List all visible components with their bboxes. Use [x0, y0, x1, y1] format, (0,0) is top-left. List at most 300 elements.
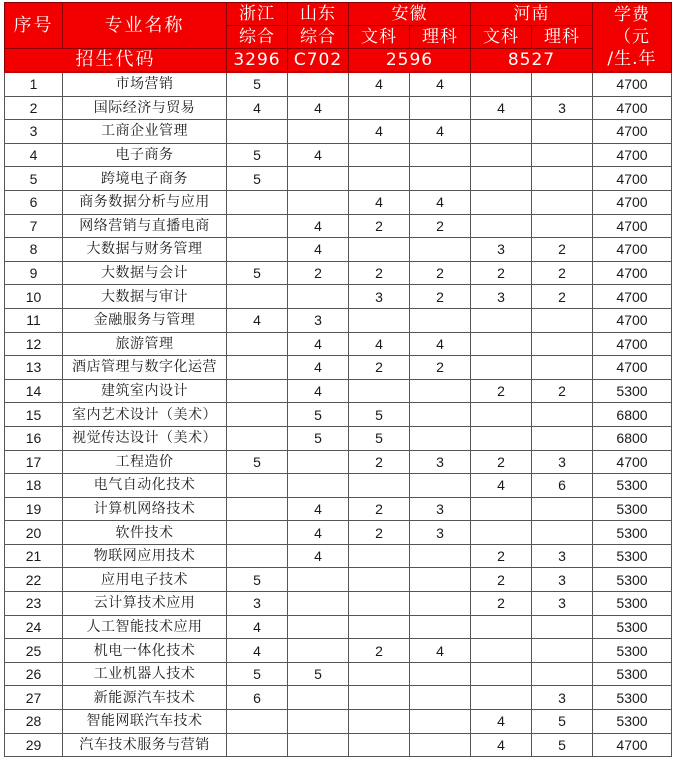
table-row	[5, 403, 672, 427]
row-seq: 24	[5, 615, 63, 639]
cell-tuition: 4700	[593, 190, 672, 214]
row-major-name: 人工智能技术应用	[63, 615, 227, 639]
cell-anhui-arts	[349, 308, 410, 332]
table-body	[5, 72, 672, 757]
header-province-shandong: 山东	[288, 3, 349, 26]
row-major-name: 物联网应用技术	[63, 544, 227, 568]
cell-anhui-science: 4	[410, 190, 471, 214]
cell-anhui-arts	[349, 379, 410, 403]
row-major-name: 国际经济与贸易	[63, 96, 227, 120]
cell-henan-science	[532, 167, 593, 191]
table-row	[5, 238, 672, 262]
header-province-henan: 河南	[471, 3, 593, 26]
cell-tuition: 4700	[593, 167, 672, 191]
table-row	[5, 686, 672, 710]
cell-anhui-science	[410, 592, 471, 616]
cell-henan-science: 5	[532, 733, 593, 757]
cell-shandong: 4	[288, 497, 349, 521]
row-major-name: 计算机网络技术	[63, 497, 227, 521]
cell-shandong	[288, 568, 349, 592]
cell-zhejiang: 4	[227, 96, 288, 120]
cell-henan-arts: 2	[471, 379, 532, 403]
cell-anhui-arts	[349, 592, 410, 616]
cell-shandong: 4	[288, 96, 349, 120]
cell-shandong	[288, 285, 349, 309]
cell-henan-science: 2	[532, 379, 593, 403]
cell-anhui-arts	[349, 238, 410, 262]
table-row	[5, 733, 672, 757]
table-row	[5, 261, 672, 285]
cell-tuition: 5300	[593, 710, 672, 734]
cell-zhejiang: 6	[227, 686, 288, 710]
row-seq: 19	[5, 497, 63, 521]
cell-zhejiang: 5	[227, 143, 288, 167]
table-row	[5, 72, 672, 96]
header-code-zhejiang: 3296	[227, 49, 288, 73]
cell-shandong: 5	[288, 662, 349, 686]
cell-anhui-arts: 5	[349, 426, 410, 450]
row-major-name: 电子商务	[63, 143, 227, 167]
cell-anhui-arts: 5	[349, 403, 410, 427]
row-major-name: 酒店管理与数字化运营	[63, 356, 227, 380]
cell-anhui-arts: 4	[349, 332, 410, 356]
row-seq: 3	[5, 120, 63, 144]
cell-tuition: 4700	[593, 332, 672, 356]
header-subject-shandong: 综合	[288, 26, 349, 49]
cell-tuition: 5300	[593, 615, 672, 639]
cell-tuition: 4700	[593, 143, 672, 167]
cell-henan-science	[532, 356, 593, 380]
cell-tuition: 5300	[593, 662, 672, 686]
table-row	[5, 521, 672, 545]
row-major-name: 旅游管理	[63, 332, 227, 356]
row-major-name: 工业机器人技术	[63, 662, 227, 686]
cell-henan-science: 3	[532, 96, 593, 120]
cell-anhui-science	[410, 379, 471, 403]
row-major-name: 电气自动化技术	[63, 474, 227, 498]
row-major-name: 新能源汽车技术	[63, 686, 227, 710]
cell-anhui-arts: 2	[349, 214, 410, 238]
cell-henan-arts: 4	[471, 733, 532, 757]
row-seq: 16	[5, 426, 63, 450]
row-seq: 13	[5, 356, 63, 380]
cell-henan-arts	[471, 167, 532, 191]
cell-zhejiang	[227, 379, 288, 403]
cell-henan-science: 3	[532, 592, 593, 616]
row-seq: 26	[5, 662, 63, 686]
cell-tuition: 5300	[593, 639, 672, 663]
cell-anhui-arts: 3	[349, 285, 410, 309]
cell-shandong: 4	[288, 332, 349, 356]
header-subject-anhui-science: 理科	[410, 26, 471, 49]
row-major-name: 汽车技术服务与营销	[63, 733, 227, 757]
row-seq: 27	[5, 686, 63, 710]
cell-tuition: 5300	[593, 544, 672, 568]
cell-shandong: 5	[288, 403, 349, 427]
cell-anhui-science: 2	[410, 214, 471, 238]
cell-tuition: 4700	[593, 214, 672, 238]
cell-henan-arts	[471, 120, 532, 144]
table-row	[5, 568, 672, 592]
row-major-name: 市场营销	[63, 72, 227, 96]
row-major-name: 视觉传达设计（美术）	[63, 426, 227, 450]
header-code-henan: 8527	[471, 49, 593, 73]
header-tuition-line2: （元	[614, 27, 650, 47]
cell-henan-arts	[471, 686, 532, 710]
cell-henan-science	[532, 72, 593, 96]
row-major-name: 跨境电子商务	[63, 167, 227, 191]
cell-zhejiang	[227, 214, 288, 238]
cell-henan-arts: 3	[471, 238, 532, 262]
cell-henan-arts	[471, 426, 532, 450]
header-subject-zhejiang: 综合	[227, 26, 288, 49]
row-seq: 14	[5, 379, 63, 403]
row-seq: 21	[5, 544, 63, 568]
header-code-shandong: C702	[288, 49, 349, 73]
cell-anhui-science: 4	[410, 72, 471, 96]
cell-tuition: 4700	[593, 72, 672, 96]
cell-zhejiang: 5	[227, 450, 288, 474]
cell-henan-science	[532, 214, 593, 238]
header-code-anhui: 2596	[349, 49, 471, 73]
cell-tuition: 5300	[593, 568, 672, 592]
cell-anhui-arts: 2	[349, 639, 410, 663]
cell-henan-science	[532, 426, 593, 450]
cell-shandong: 5	[288, 426, 349, 450]
cell-shandong: 4	[288, 521, 349, 545]
table-row	[5, 120, 672, 144]
row-major-name: 云计算技术应用	[63, 592, 227, 616]
row-major-name: 应用电子技术	[63, 568, 227, 592]
cell-anhui-science	[410, 733, 471, 757]
row-major-name: 工商企业管理	[63, 120, 227, 144]
table-row	[5, 592, 672, 616]
row-seq: 28	[5, 710, 63, 734]
enrollment-plan-table	[4, 2, 672, 757]
cell-shandong: 4	[288, 143, 349, 167]
row-seq: 20	[5, 521, 63, 545]
row-major-name: 智能网联汽车技术	[63, 710, 227, 734]
cell-henan-arts	[471, 190, 532, 214]
row-major-name: 网络营销与直播电商	[63, 214, 227, 238]
header-major-name: 专业名称	[63, 3, 227, 49]
cell-henan-science	[532, 497, 593, 521]
cell-zhejiang	[227, 285, 288, 309]
table-row	[5, 615, 672, 639]
cell-henan-arts	[471, 332, 532, 356]
cell-anhui-science	[410, 308, 471, 332]
row-seq: 11	[5, 308, 63, 332]
cell-zhejiang	[227, 733, 288, 757]
cell-anhui-science	[410, 686, 471, 710]
cell-tuition: 5300	[593, 474, 672, 498]
cell-shandong	[288, 450, 349, 474]
table-row	[5, 167, 672, 191]
table-row	[5, 544, 672, 568]
cell-anhui-science	[410, 143, 471, 167]
cell-henan-arts	[471, 521, 532, 545]
cell-henan-arts	[471, 497, 532, 521]
cell-anhui-science	[410, 474, 471, 498]
cell-zhejiang	[227, 332, 288, 356]
cell-anhui-arts	[349, 615, 410, 639]
cell-henan-science	[532, 190, 593, 214]
cell-zhejiang	[227, 544, 288, 568]
cell-zhejiang: 4	[227, 308, 288, 332]
cell-zhejiang: 5	[227, 167, 288, 191]
cell-shandong	[288, 639, 349, 663]
header-province-zhejiang: 浙江	[227, 3, 288, 26]
cell-anhui-arts	[349, 662, 410, 686]
cell-zhejiang: 3	[227, 592, 288, 616]
row-major-name: 大数据与审计	[63, 285, 227, 309]
table-row	[5, 308, 672, 332]
cell-zhejiang	[227, 474, 288, 498]
cell-henan-science: 2	[532, 261, 593, 285]
cell-henan-science	[532, 615, 593, 639]
cell-tuition: 5300	[593, 686, 672, 710]
cell-henan-arts	[471, 662, 532, 686]
cell-zhejiang	[227, 710, 288, 734]
cell-zhejiang	[227, 426, 288, 450]
row-seq: 7	[5, 214, 63, 238]
cell-anhui-science	[410, 615, 471, 639]
cell-henan-arts	[471, 214, 532, 238]
cell-zhejiang	[227, 356, 288, 380]
cell-tuition: 6800	[593, 403, 672, 427]
cell-henan-science: 2	[532, 238, 593, 262]
row-major-name: 机电一体化技术	[63, 639, 227, 663]
cell-anhui-arts	[349, 474, 410, 498]
cell-henan-arts: 2	[471, 592, 532, 616]
cell-anhui-arts: 4	[349, 190, 410, 214]
table-row	[5, 710, 672, 734]
cell-zhejiang	[227, 521, 288, 545]
cell-anhui-science: 4	[410, 639, 471, 663]
row-seq: 9	[5, 261, 63, 285]
cell-henan-science	[532, 403, 593, 427]
table-row	[5, 474, 672, 498]
row-seq: 15	[5, 403, 63, 427]
cell-anhui-arts: 4	[349, 72, 410, 96]
cell-henan-science: 5	[532, 710, 593, 734]
header-subject-henan-science: 理科	[532, 26, 593, 49]
cell-anhui-science: 4	[410, 120, 471, 144]
row-major-name: 软件技术	[63, 521, 227, 545]
table-row	[5, 450, 672, 474]
cell-anhui-arts: 2	[349, 356, 410, 380]
cell-shandong: 2	[288, 261, 349, 285]
table-row	[5, 143, 672, 167]
row-major-name: 建筑室内设计	[63, 379, 227, 403]
row-seq: 4	[5, 143, 63, 167]
row-seq: 6	[5, 190, 63, 214]
row-seq: 22	[5, 568, 63, 592]
cell-zhejiang: 5	[227, 662, 288, 686]
cell-henan-arts	[471, 143, 532, 167]
cell-henan-science: 6	[532, 474, 593, 498]
row-seq: 23	[5, 592, 63, 616]
cell-henan-arts	[471, 403, 532, 427]
cell-henan-arts: 3	[471, 285, 532, 309]
cell-henan-arts: 2	[471, 261, 532, 285]
cell-henan-science	[532, 639, 593, 663]
cell-tuition: 6800	[593, 426, 672, 450]
row-seq: 12	[5, 332, 63, 356]
cell-tuition: 5300	[593, 521, 672, 545]
cell-henan-science	[532, 308, 593, 332]
table-row	[5, 426, 672, 450]
cell-tuition: 4700	[593, 733, 672, 757]
row-seq: 29	[5, 733, 63, 757]
cell-tuition: 5300	[593, 497, 672, 521]
cell-anhui-arts	[349, 143, 410, 167]
cell-anhui-arts	[349, 710, 410, 734]
table-row	[5, 379, 672, 403]
cell-shandong	[288, 710, 349, 734]
cell-zhejiang: 5	[227, 261, 288, 285]
cell-shandong	[288, 615, 349, 639]
cell-tuition: 4700	[593, 96, 672, 120]
cell-shandong	[288, 474, 349, 498]
cell-henan-science: 2	[532, 285, 593, 309]
cell-shandong	[288, 686, 349, 710]
cell-henan-arts: 4	[471, 710, 532, 734]
cell-henan-science	[532, 521, 593, 545]
cell-anhui-arts	[349, 96, 410, 120]
cell-tuition: 4700	[593, 308, 672, 332]
cell-shandong	[288, 120, 349, 144]
table-row	[5, 190, 672, 214]
cell-anhui-arts	[349, 544, 410, 568]
header-tuition-line3: /生.年	[607, 49, 657, 69]
cell-shandong: 4	[288, 214, 349, 238]
header-seq: 序号	[5, 3, 63, 49]
table-row	[5, 497, 672, 521]
cell-anhui-arts	[349, 167, 410, 191]
cell-tuition: 4700	[593, 120, 672, 144]
table-row	[5, 285, 672, 309]
cell-anhui-arts: 2	[349, 521, 410, 545]
cell-zhejiang: 5	[227, 72, 288, 96]
cell-shandong	[288, 190, 349, 214]
row-seq: 2	[5, 96, 63, 120]
cell-henan-arts: 2	[471, 450, 532, 474]
cell-anhui-science	[410, 568, 471, 592]
cell-zhejiang	[227, 238, 288, 262]
cell-anhui-science	[410, 662, 471, 686]
row-major-name: 商务数据分析与应用	[63, 190, 227, 214]
cell-tuition: 4700	[593, 356, 672, 380]
cell-anhui-science	[410, 96, 471, 120]
cell-henan-science	[532, 143, 593, 167]
cell-henan-arts	[471, 615, 532, 639]
row-seq: 1	[5, 72, 63, 96]
cell-tuition: 5300	[593, 379, 672, 403]
cell-anhui-science	[410, 426, 471, 450]
table-row	[5, 96, 672, 120]
cell-henan-science: 3	[532, 568, 593, 592]
cell-shandong	[288, 167, 349, 191]
cell-tuition: 4700	[593, 450, 672, 474]
cell-zhejiang	[227, 497, 288, 521]
table-row	[5, 332, 672, 356]
cell-shandong	[288, 72, 349, 96]
cell-anhui-science	[410, 710, 471, 734]
row-major-name: 大数据与会计	[63, 261, 227, 285]
cell-shandong: 4	[288, 544, 349, 568]
cell-anhui-science: 2	[410, 285, 471, 309]
header-tuition-line1: 学费	[614, 5, 650, 25]
cell-zhejiang	[227, 120, 288, 144]
row-seq: 25	[5, 639, 63, 663]
cell-shandong: 4	[288, 238, 349, 262]
row-major-name: 室内艺术设计（美术）	[63, 403, 227, 427]
cell-henan-science: 3	[532, 544, 593, 568]
cell-anhui-science: 2	[410, 356, 471, 380]
table-row	[5, 662, 672, 686]
cell-henan-arts	[471, 356, 532, 380]
row-seq: 17	[5, 450, 63, 474]
table-row	[5, 639, 672, 663]
cell-henan-science	[532, 662, 593, 686]
cell-anhui-science: 2	[410, 261, 471, 285]
cell-henan-science: 3	[532, 450, 593, 474]
row-seq: 10	[5, 285, 63, 309]
cell-tuition: 5300	[593, 592, 672, 616]
cell-henan-arts	[471, 639, 532, 663]
cell-zhejiang	[227, 403, 288, 427]
cell-shandong	[288, 592, 349, 616]
header-tuition	[593, 3, 672, 73]
cell-anhui-science	[410, 544, 471, 568]
row-seq: 8	[5, 238, 63, 262]
cell-shandong: 4	[288, 379, 349, 403]
cell-anhui-arts: 2	[349, 450, 410, 474]
cell-henan-science: 3	[532, 686, 593, 710]
cell-henan-science	[532, 120, 593, 144]
cell-henan-arts	[471, 308, 532, 332]
table-row	[5, 356, 672, 380]
row-major-name: 大数据与财务管理	[63, 238, 227, 262]
row-seq: 18	[5, 474, 63, 498]
cell-tuition: 4700	[593, 285, 672, 309]
header-enroll-code-label: 招生代码	[5, 49, 227, 73]
cell-anhui-science	[410, 403, 471, 427]
table-header	[5, 3, 672, 73]
cell-henan-arts: 2	[471, 544, 532, 568]
cell-zhejiang	[227, 190, 288, 214]
header-subject-anhui-arts: 文科	[349, 26, 410, 49]
row-seq: 5	[5, 167, 63, 191]
row-major-name: 金融服务与管理	[63, 308, 227, 332]
cell-anhui-arts	[349, 686, 410, 710]
cell-zhejiang: 4	[227, 615, 288, 639]
cell-anhui-science: 3	[410, 497, 471, 521]
cell-anhui-science: 4	[410, 332, 471, 356]
cell-zhejiang: 5	[227, 568, 288, 592]
cell-anhui-arts: 4	[349, 120, 410, 144]
cell-anhui-science	[410, 238, 471, 262]
row-major-name: 工程造价	[63, 450, 227, 474]
cell-tuition: 4700	[593, 261, 672, 285]
cell-anhui-arts	[349, 568, 410, 592]
cell-henan-science	[532, 332, 593, 356]
cell-anhui-arts: 2	[349, 497, 410, 521]
cell-anhui-science: 3	[410, 521, 471, 545]
header-province-anhui: 安徽	[349, 3, 471, 26]
cell-anhui-science	[410, 167, 471, 191]
